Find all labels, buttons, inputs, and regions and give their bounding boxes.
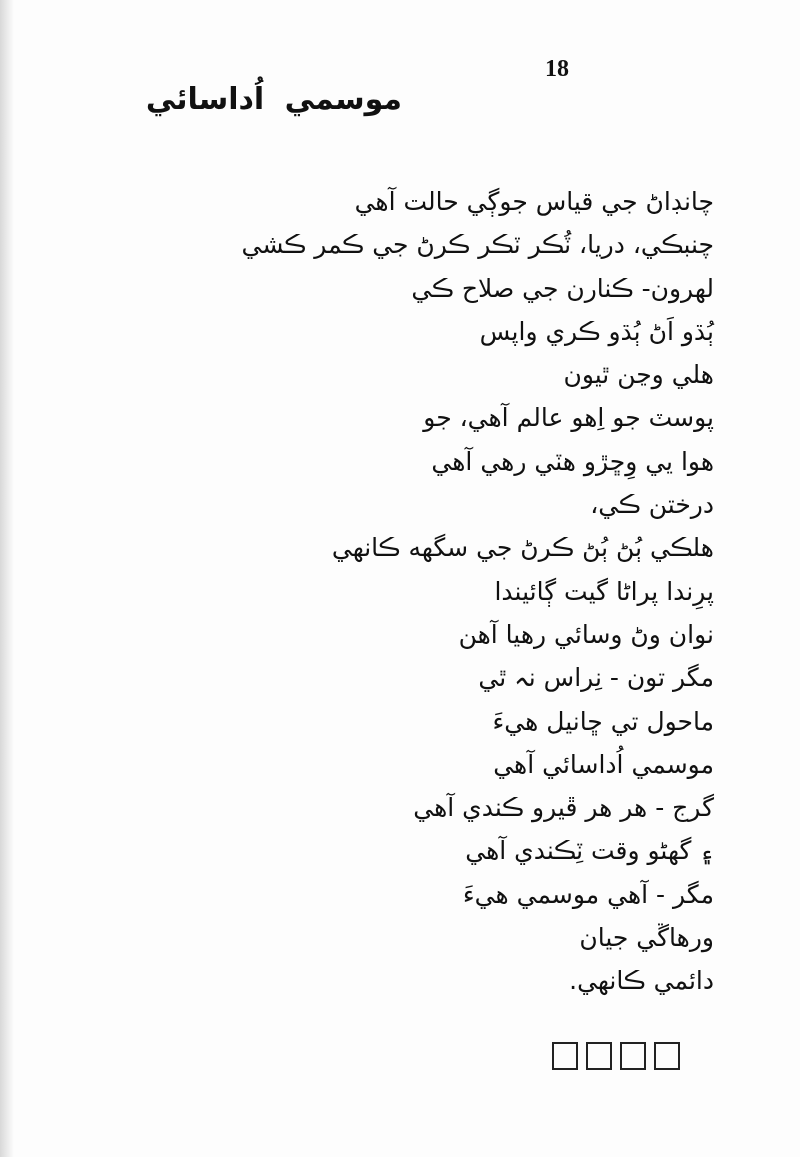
poem-line: پرِندا پراڻا گيت ڳائيندا [494, 576, 714, 606]
poem-line: چنبڪي، دريا، ٽُڪر ٽڪر ڪرڻ جي ڪمر ڪشي [241, 230, 714, 260]
poem-title: موسمي اُداسائي [145, 82, 402, 117]
poem-line: ماحول تي ڇانيل هيءَ [492, 706, 714, 736]
page-number: 18 [545, 56, 569, 82]
poem-line: هلي وڃن ٿيون [563, 360, 714, 390]
poem-line: لهرون- ڪنارن جي صلاح ڪي [411, 273, 714, 303]
scan-page-edge [0, 0, 14, 1157]
poem-line: مگر - آهي موسمي هيءَ [462, 879, 714, 909]
poem-line: ۽ گهڻو وقت ٽِڪندي آهي [465, 836, 714, 866]
poem-line: ٻُڌو اَڻ ٻُڌو ڪري واپس [479, 316, 714, 346]
poem-line: درختن ڪي، [590, 490, 714, 520]
poem-line: ورهاڱي جيان [579, 923, 714, 953]
poem-line: گرج - هر هر ڦيرو ڪندي آهي [413, 793, 714, 823]
end-of-poem-marks [552, 1042, 680, 1070]
poem-line: پوسٽ جو اِهو عالم آهي، جو [423, 403, 714, 433]
end-mark-box [620, 1042, 646, 1070]
poem-line: موسمي اُداسائي آهي [493, 749, 714, 779]
end-mark-box [654, 1042, 680, 1070]
poem-line: هلڪي ٻُڻ ٻُڻ ڪرڻ جي سگهه ڪانهي [331, 533, 714, 563]
poem-line: مگر تون - نِراس نہ ٿي [478, 663, 714, 693]
poem-line: چانڊاڻ جي قياس جوڳي حالت آهي [354, 187, 714, 216]
poem-line: هوا يي وِڇڙو هٽي رهي آهي [431, 446, 714, 476]
end-mark-box [586, 1042, 612, 1070]
end-mark-box [552, 1042, 578, 1070]
poem-body [242, 180, 715, 1003]
poem-line: نوان وڻ وسائي رهيا آهن [458, 619, 714, 649]
poem-line: دائمي ڪانهي. [569, 966, 714, 996]
